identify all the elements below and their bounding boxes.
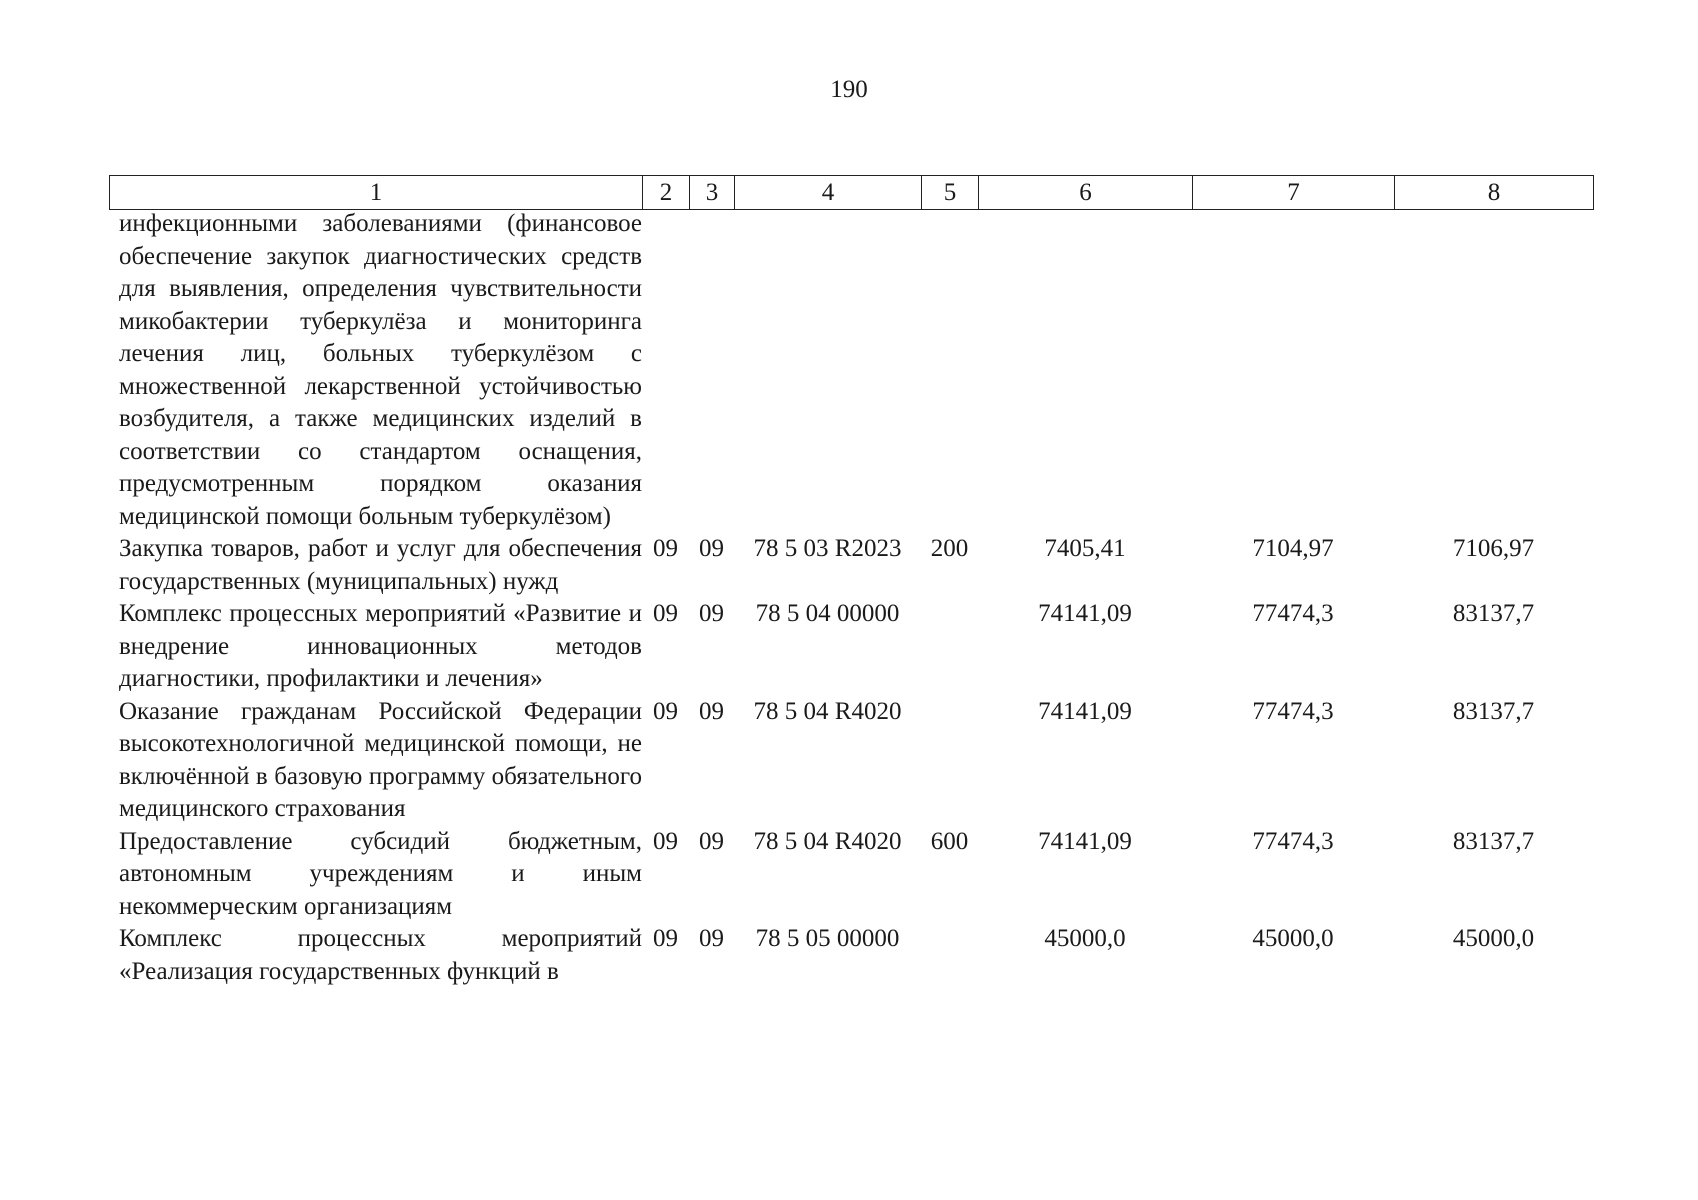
header-col-6: 6 [979,176,1193,210]
row-amount-col7: 45000,0 [1252,925,1334,952]
table-row [109,533,1593,598]
table-row [109,208,1593,533]
row-subsection: 09 [699,697,724,725]
row-amount-col7: 7104,97 [1252,535,1334,562]
table-row [109,826,1593,924]
row-target-code: 78 5 05 00000 [755,925,900,952]
row-expense-type: 600 [930,827,969,855]
row-amount-col8: 83137,7 [1452,697,1535,725]
row-section: 09 [653,697,678,725]
row-subsection: 09 [699,600,724,627]
row-target-code: 78 5 04 R4020 [753,827,902,855]
header-col-7: 7 [1193,176,1395,210]
table-row [109,696,1593,826]
row-amount-col8: 83137,7 [1452,827,1535,855]
row-name: Предоставление субсидий бюджетным, автономным учреждениям и иным некоммерческим организациям [119,827,642,920]
header-col-1: 1 [110,176,643,210]
row-amount-col8: 7106,97 [1452,535,1535,562]
page-number: 190 [830,76,868,103]
table-header [109,175,1594,210]
row-target-code: 78 5 04 00000 [755,600,900,627]
header-col-8: 8 [1395,176,1594,210]
header-col-2: 2 [643,176,690,210]
row-name: инфекционными заболеваниями (финансовое обеспечение закупок диагностических средств для выявления, определения чувствительности микобактерии туберкулёза и мониторинга лечения лиц, больных туберкулёзом с множественной лекарственной устойчивостью возбудителя, а также медицинских изделий в соответствии со стандартом оснащения, предусмотренным порядком оказания медицинской помощи больным туберкулёзом) [119,210,642,530]
header-col-4: 4 [735,176,922,210]
table-row [109,598,1593,696]
row-amount-col6: 74141,09 [1038,697,1132,725]
row-amount-col6: 45000,0 [1044,925,1126,952]
row-section: 09 [653,600,678,627]
row-amount-col7: 77474,3 [1252,827,1334,855]
row-expense-type: 200 [930,535,969,562]
table-row [109,923,1593,988]
row-target-code: 78 5 03 R2023 [753,535,902,562]
row-target-code: 78 5 04 R4020 [753,697,902,725]
row-amount-col7: 77474,3 [1252,697,1334,725]
header-col-3: 3 [690,176,735,210]
row-name: Комплекс процессных мероприятий «Реализация государственных функций в [119,925,642,985]
row-name: Оказание гражданам Российской Федерации высокотехнологичной медицинской помощи, не включённой в базовую программу обязательного медицинского страхования [119,697,642,822]
row-name: Закупка товаров, работ и услуг для обеспечения государственных (муниципальных) нужд [119,535,642,595]
row-subsection: 09 [699,827,724,855]
row-amount-col6: 7405,41 [1044,535,1126,562]
table-body [109,208,1593,988]
row-subsection: 09 [699,925,724,952]
row-section: 09 [653,925,678,952]
row-subsection: 09 [699,535,724,562]
row-amount-col7: 77474,3 [1252,600,1334,627]
row-amount-col6: 74141,09 [1038,827,1132,855]
row-amount-col8: 83137,7 [1452,600,1535,627]
row-section: 09 [653,827,678,855]
header-col-5: 5 [922,176,979,210]
row-name: Комплекс процессных мероприятий «Развитие и внедрение инновационных методов диагностики, профилактики и лечения» [119,600,642,692]
row-amount-col8: 45000,0 [1452,925,1535,952]
row-amount-col6: 74141,09 [1038,600,1132,627]
row-section: 09 [653,535,678,562]
